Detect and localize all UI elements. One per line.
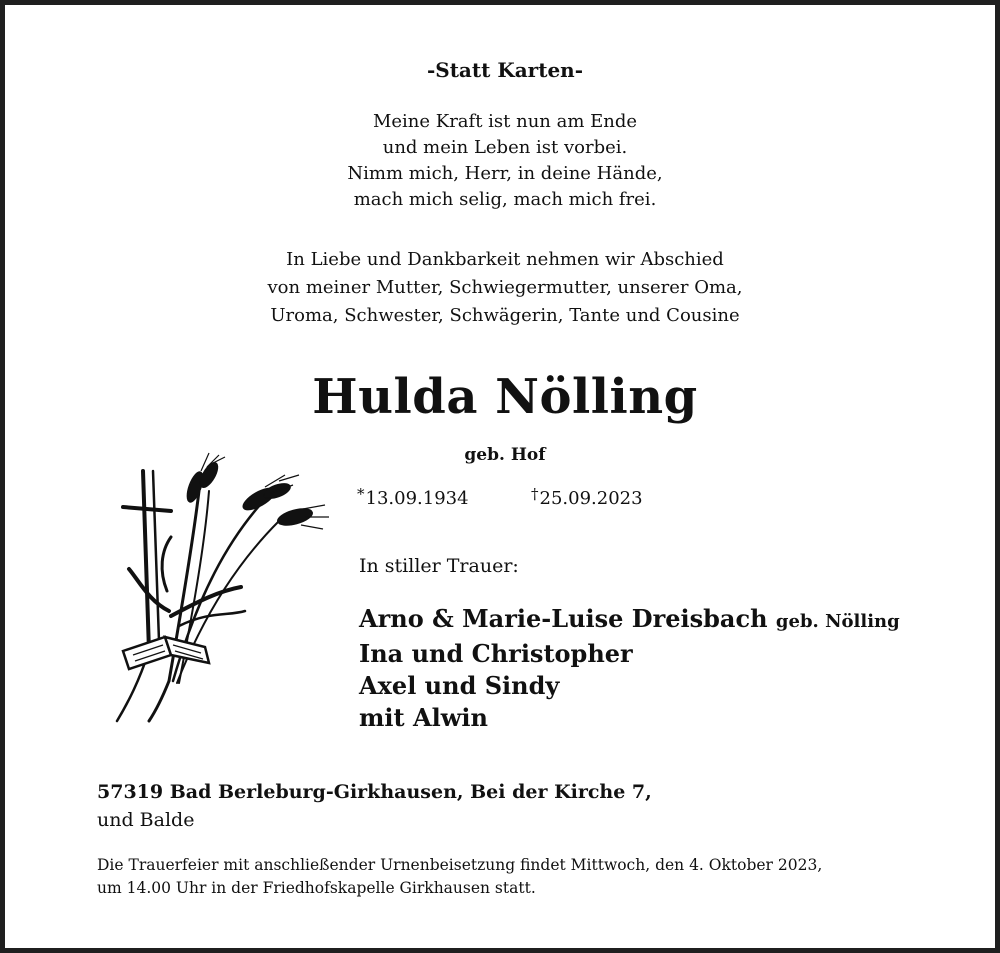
- mourner-line: Ina und Christopher: [359, 639, 633, 668]
- mourner-line: Axel und Sindy: [359, 671, 560, 700]
- birth-date: 13.09.1934: [365, 488, 469, 509]
- mourner-line: mit Alwin: [359, 703, 488, 732]
- maiden-name: geb. Hof: [464, 445, 546, 465]
- mourning-label: In stiller Trauer:: [359, 555, 519, 577]
- poem-line: und mein Leben ist vorbei.: [382, 137, 628, 158]
- death-date-group: [531, 485, 643, 509]
- address-line: und Balde: [97, 809, 195, 831]
- ceremony-line: Die Trauerfeier mit anschließender Urnenbeisetzung findet Mittwoch, den 4. Oktober 2023,: [97, 856, 823, 874]
- mourners-list: [359, 603, 900, 734]
- poem: [5, 109, 1000, 213]
- birth-star-icon: *: [357, 485, 365, 503]
- intro-line: Uroma, Schwester, Schwägerin, Tante und Cousine: [270, 305, 740, 326]
- death-date: 25.09.2023: [539, 488, 643, 509]
- birth-date-group: [357, 485, 469, 509]
- ceremony-info: [97, 854, 822, 900]
- intro-line: von meiner Mutter, Schwiegermutter, unserer Oma,: [267, 277, 743, 298]
- cross-wheat-book-icon: [109, 451, 337, 727]
- mourner-line: [359, 603, 900, 638]
- intro-line: In Liebe und Dankbarkeit nehmen wir Abschied: [286, 249, 724, 270]
- address-block: [97, 778, 652, 834]
- poem-line: mach mich selig, mach mich frei.: [353, 189, 657, 210]
- farewell-intro: [5, 246, 1000, 330]
- mourner-main-name: Arno & Marie-Luise Dreisbach: [359, 604, 768, 633]
- poem-line: Meine Kraft ist nun am Ende: [372, 111, 638, 132]
- ceremony-line: um 14.00 Uhr in der Friedhofskapelle Girkhausen statt.: [97, 879, 536, 897]
- deceased-name: Hulda Nölling: [312, 369, 698, 425]
- mourner-maiden-name: geb. Nölling: [775, 611, 900, 632]
- poem-line: Nimm mich, Herr, in deine Hände,: [347, 163, 663, 184]
- death-cross-icon: †: [531, 485, 539, 503]
- address-line: 57319 Bad Berleburg-Girkhausen, Bei der Kirche 7,: [97, 781, 652, 803]
- header-title: -Statt Karten-: [426, 58, 584, 82]
